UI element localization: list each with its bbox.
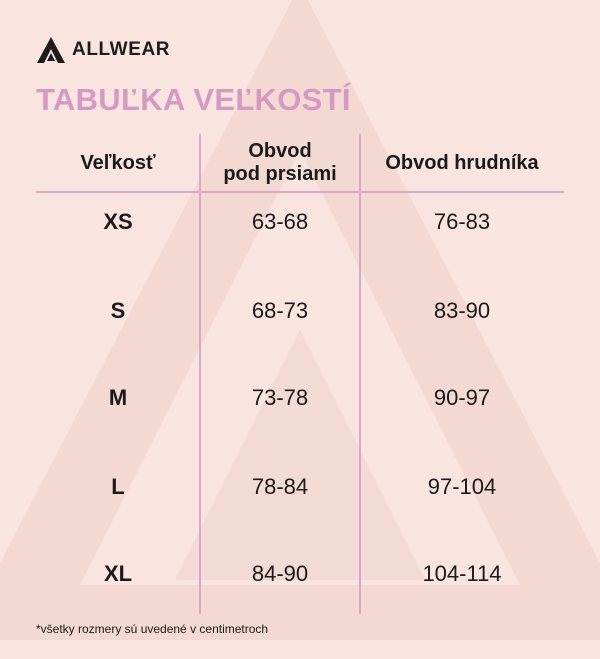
size-cell: S bbox=[110, 298, 126, 323]
table-row bbox=[36, 530, 564, 618]
chest-cell: 104-114 bbox=[422, 561, 502, 586]
underbust-cell: 78-84 bbox=[251, 474, 309, 499]
header-size: Veľkosť bbox=[80, 151, 156, 174]
size-cell: XL bbox=[103, 561, 133, 586]
brand-logo bbox=[36, 36, 170, 64]
chest-cell: 76-83 bbox=[433, 209, 491, 234]
mountain-peak-icon bbox=[36, 36, 66, 64]
table-row bbox=[36, 443, 564, 531]
footnote: *všetky rozmery sú uvedené v centimetroch bbox=[36, 622, 269, 636]
header-underbust-line2: pod prsiami bbox=[223, 163, 337, 185]
header-underbust-line1: Obvod bbox=[248, 140, 312, 162]
size-table bbox=[36, 134, 564, 614]
size-cell: M bbox=[108, 385, 128, 410]
header-chest: Obvod hrudníka bbox=[385, 151, 539, 174]
brand-name: ALLWEAR bbox=[72, 39, 171, 60]
page-title: TABUĽKA VEĽKOSTÍ bbox=[36, 82, 351, 117]
table-row bbox=[36, 354, 564, 442]
size-cell: L bbox=[111, 474, 125, 499]
table-row bbox=[36, 178, 564, 266]
underbust-cell: 84-90 bbox=[251, 561, 309, 586]
table-row bbox=[36, 267, 564, 355]
chest-cell: 90-97 bbox=[433, 385, 491, 410]
underbust-cell: 73-78 bbox=[251, 385, 309, 410]
underbust-cell: 68-73 bbox=[251, 298, 309, 323]
chest-cell: 83-90 bbox=[433, 298, 491, 323]
chest-cell: 97-104 bbox=[427, 474, 497, 499]
size-cell: XS bbox=[103, 209, 133, 234]
underbust-cell: 63-68 bbox=[251, 209, 309, 234]
